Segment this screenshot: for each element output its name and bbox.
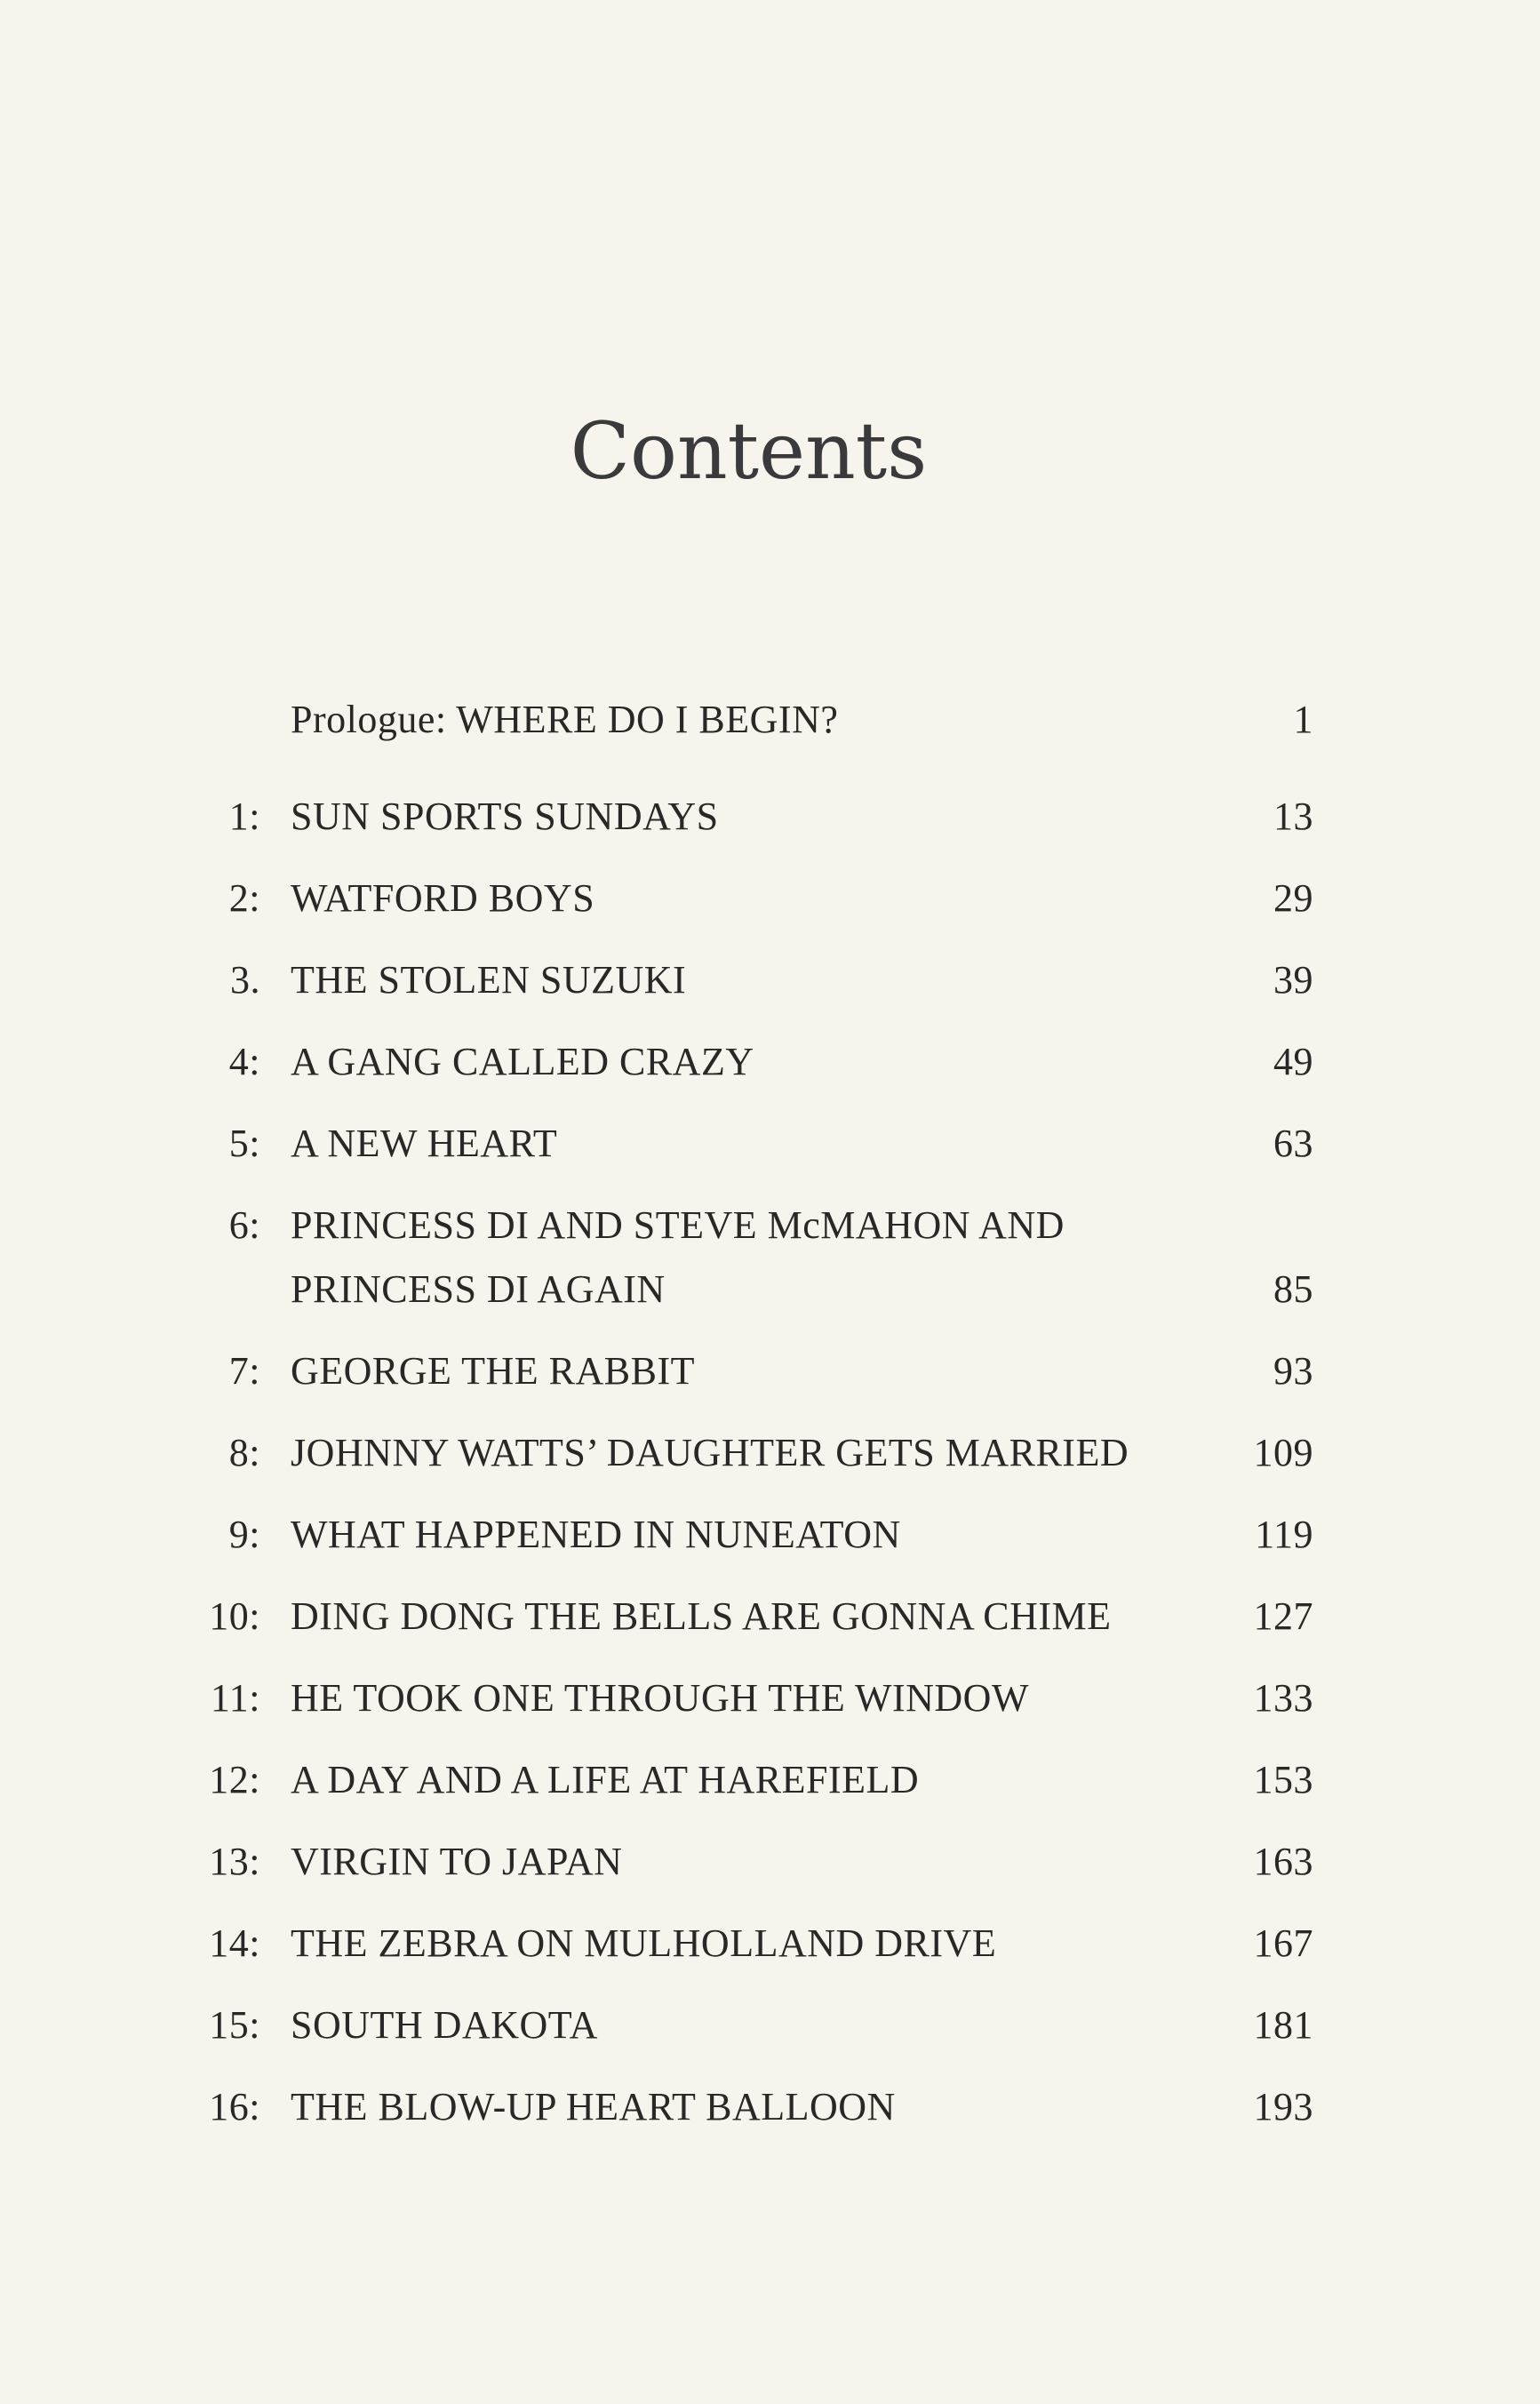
chapter-number: 9: (228, 1513, 260, 1556)
page-number: 181 (1253, 2003, 1313, 2047)
page-number: 93 (1273, 1349, 1313, 1393)
page-number: 85 (1273, 1267, 1313, 1311)
chapter-number: 4: (228, 1040, 260, 1083)
chapter-number: 14: (209, 1921, 260, 1965)
chapter-number: 12: (209, 1758, 260, 1801)
chapter-title: GEORGE THE RABBIT (291, 1349, 696, 1393)
chapter-title: SOUTH DAKOTA (291, 2003, 598, 2047)
chapter-number: 7: (228, 1349, 260, 1393)
chapter-title: DING DONG THE BELLS ARE GONNA CHIME (291, 1594, 1112, 1638)
page-number: 127 (1253, 1594, 1313, 1638)
chapter-title: PRINCESS DI AND STEVE McMAHON AND (291, 1203, 1065, 1247)
chapter-title: SUN SPORTS SUNDAYS (291, 795, 719, 838)
chapter-title: Prologue: WHERE DO I BEGIN? (291, 698, 839, 741)
page-number: 153 (1253, 1758, 1313, 1801)
chapter-title: A GANG CALLED CRAZY (291, 1040, 754, 1083)
chapter-number: 1: (228, 795, 260, 838)
chapter-number: 3. (230, 958, 260, 1002)
chapter-title: THE BLOW-UP HEART BALLOON (291, 2085, 896, 2128)
chapter-title: A NEW HEART (291, 1122, 558, 1165)
chapter-title: VIRGIN TO JAPAN (291, 1840, 623, 1883)
page-number: 29 (1273, 876, 1313, 920)
chapter-number: 5: (228, 1122, 260, 1165)
chapter-title: A DAY AND A LIFE AT HAREFIELD (291, 1758, 920, 1801)
chapter-title: HE TOOK ONE THROUGH THE WINDOW (291, 1676, 1029, 1720)
chapter-number: 10: (209, 1594, 260, 1638)
chapter-title: THE ZEBRA ON MULHOLLAND DRIVE (291, 1921, 997, 1965)
chapter-number: 13: (209, 1840, 260, 1883)
page-number: 119 (1255, 1513, 1313, 1556)
page-number: 109 (1253, 1431, 1313, 1474)
chapter-title-continued: PRINCESS DI AGAIN (291, 1267, 666, 1311)
page-title: Contents (570, 405, 928, 497)
page-number: 167 (1253, 1921, 1313, 1965)
chapter-title: WHAT HAPPENED IN NUNEATON (291, 1513, 901, 1556)
page-number: 133 (1253, 1676, 1313, 1720)
chapter-title: JOHNNY WATTS’ DAUGHTER GETS MARRIED (291, 1431, 1129, 1474)
page-number: 193 (1253, 2085, 1313, 2128)
page-number: 39 (1273, 958, 1313, 1002)
page-number: 13 (1273, 795, 1313, 838)
chapter-number: 15: (209, 2003, 260, 2047)
chapter-number: 16: (209, 2085, 260, 2128)
chapter-number: 8: (228, 1431, 260, 1474)
chapter-number: 11: (210, 1676, 260, 1720)
page-number: 63 (1273, 1122, 1313, 1165)
page-number: 1 (1293, 698, 1313, 741)
chapter-number: 2: (228, 876, 260, 920)
page-number: 163 (1253, 1840, 1313, 1883)
chapter-title: THE STOLEN SUZUKI (291, 958, 687, 1002)
chapter-title: WATFORD BOYS (291, 876, 595, 920)
chapter-number: 6: (228, 1203, 260, 1247)
page-number: 49 (1273, 1040, 1313, 1083)
